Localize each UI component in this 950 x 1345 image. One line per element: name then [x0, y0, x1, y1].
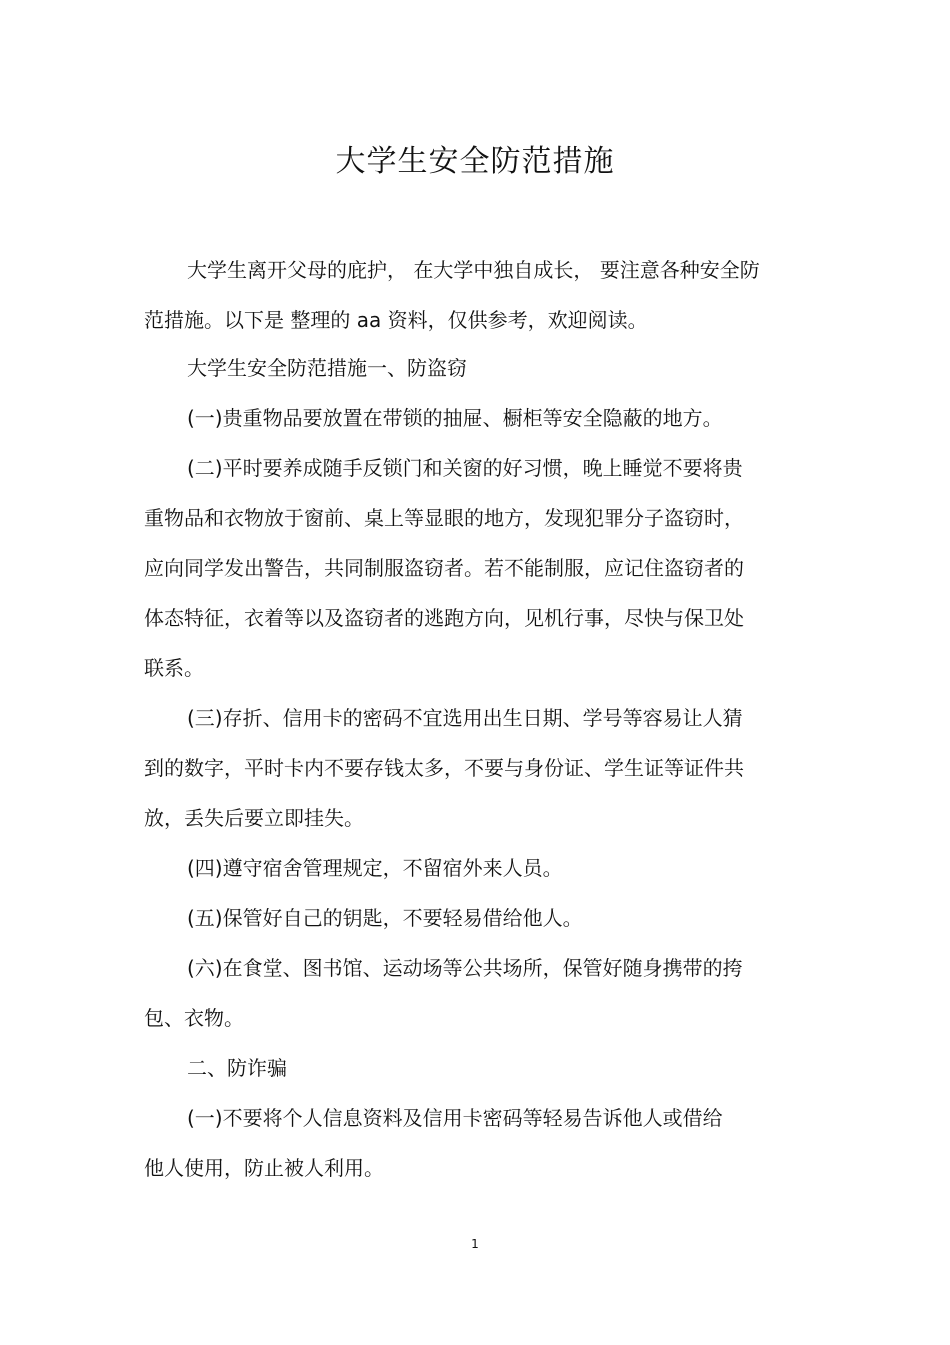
paragraph-line: 到的数字，平时卡内不要存钱太多，不要与身份证、学生证等证件共 [144, 756, 744, 780]
section-heading: 大学生安全防范措施一、防盗窃 [187, 356, 467, 380]
paragraph-line: (二)平时要养成随手反锁门和关窗的好习惯，晚上睡觉不要将贵 [187, 456, 743, 480]
paragraph-line: 包、衣物。 [144, 1006, 244, 1030]
paragraph-line: 他人使用，防止被人利用。 [144, 1156, 384, 1180]
paragraph-line: (四)遵守宿舍管理规定，不留宿外来人员。 [187, 856, 563, 880]
page-number: 1 [471, 1237, 479, 1251]
paragraph-line: 体态特征，衣着等以及盗窃者的逃跑方向，见机行事，尽快与保卫处 [144, 606, 744, 630]
paragraph-line: 范措施。以下是 整理的 aa 资料，仅供参考，欢迎阅读。 [144, 308, 648, 332]
paragraph-line: 应向同学发出警告，共同制服盗窃者。若不能制服，应记住盗窃者的 [144, 556, 744, 580]
paragraph-line: 重物品和衣物放于窗前、桌上等显眼的地方，发现犯罪分子盗窃时， [144, 506, 744, 530]
paragraph-line: (三)存折、信用卡的密码不宜选用出生日期、学号等容易让人猜 [187, 706, 743, 730]
paragraph-line: 联系。 [144, 656, 204, 680]
section-heading: 二、防诈骗 [187, 1056, 287, 1080]
paragraph-line: (一)贵重物品要放置在带锁的抽屉、橱柜等安全隐蔽的地方。 [187, 406, 723, 430]
paragraph-line: (一)不要将个人信息资料及信用卡密码等轻易告诉他人或借给 [187, 1106, 723, 1130]
paragraph-line: (六)在食堂、图书馆、运动场等公共场所，保管好随身携带的挎 [187, 956, 743, 980]
paragraph-line: 放，丢失后要立即挂失。 [144, 806, 364, 830]
document-title: 大学生安全防范措施 [335, 144, 615, 179]
paragraph-line: (五)保管好自己的钥匙，不要轻易借给他人。 [187, 906, 583, 930]
paragraph-line: 大学生离开父母的庇护， 在大学中独自成长， 要注意各种安全防 [187, 258, 760, 282]
